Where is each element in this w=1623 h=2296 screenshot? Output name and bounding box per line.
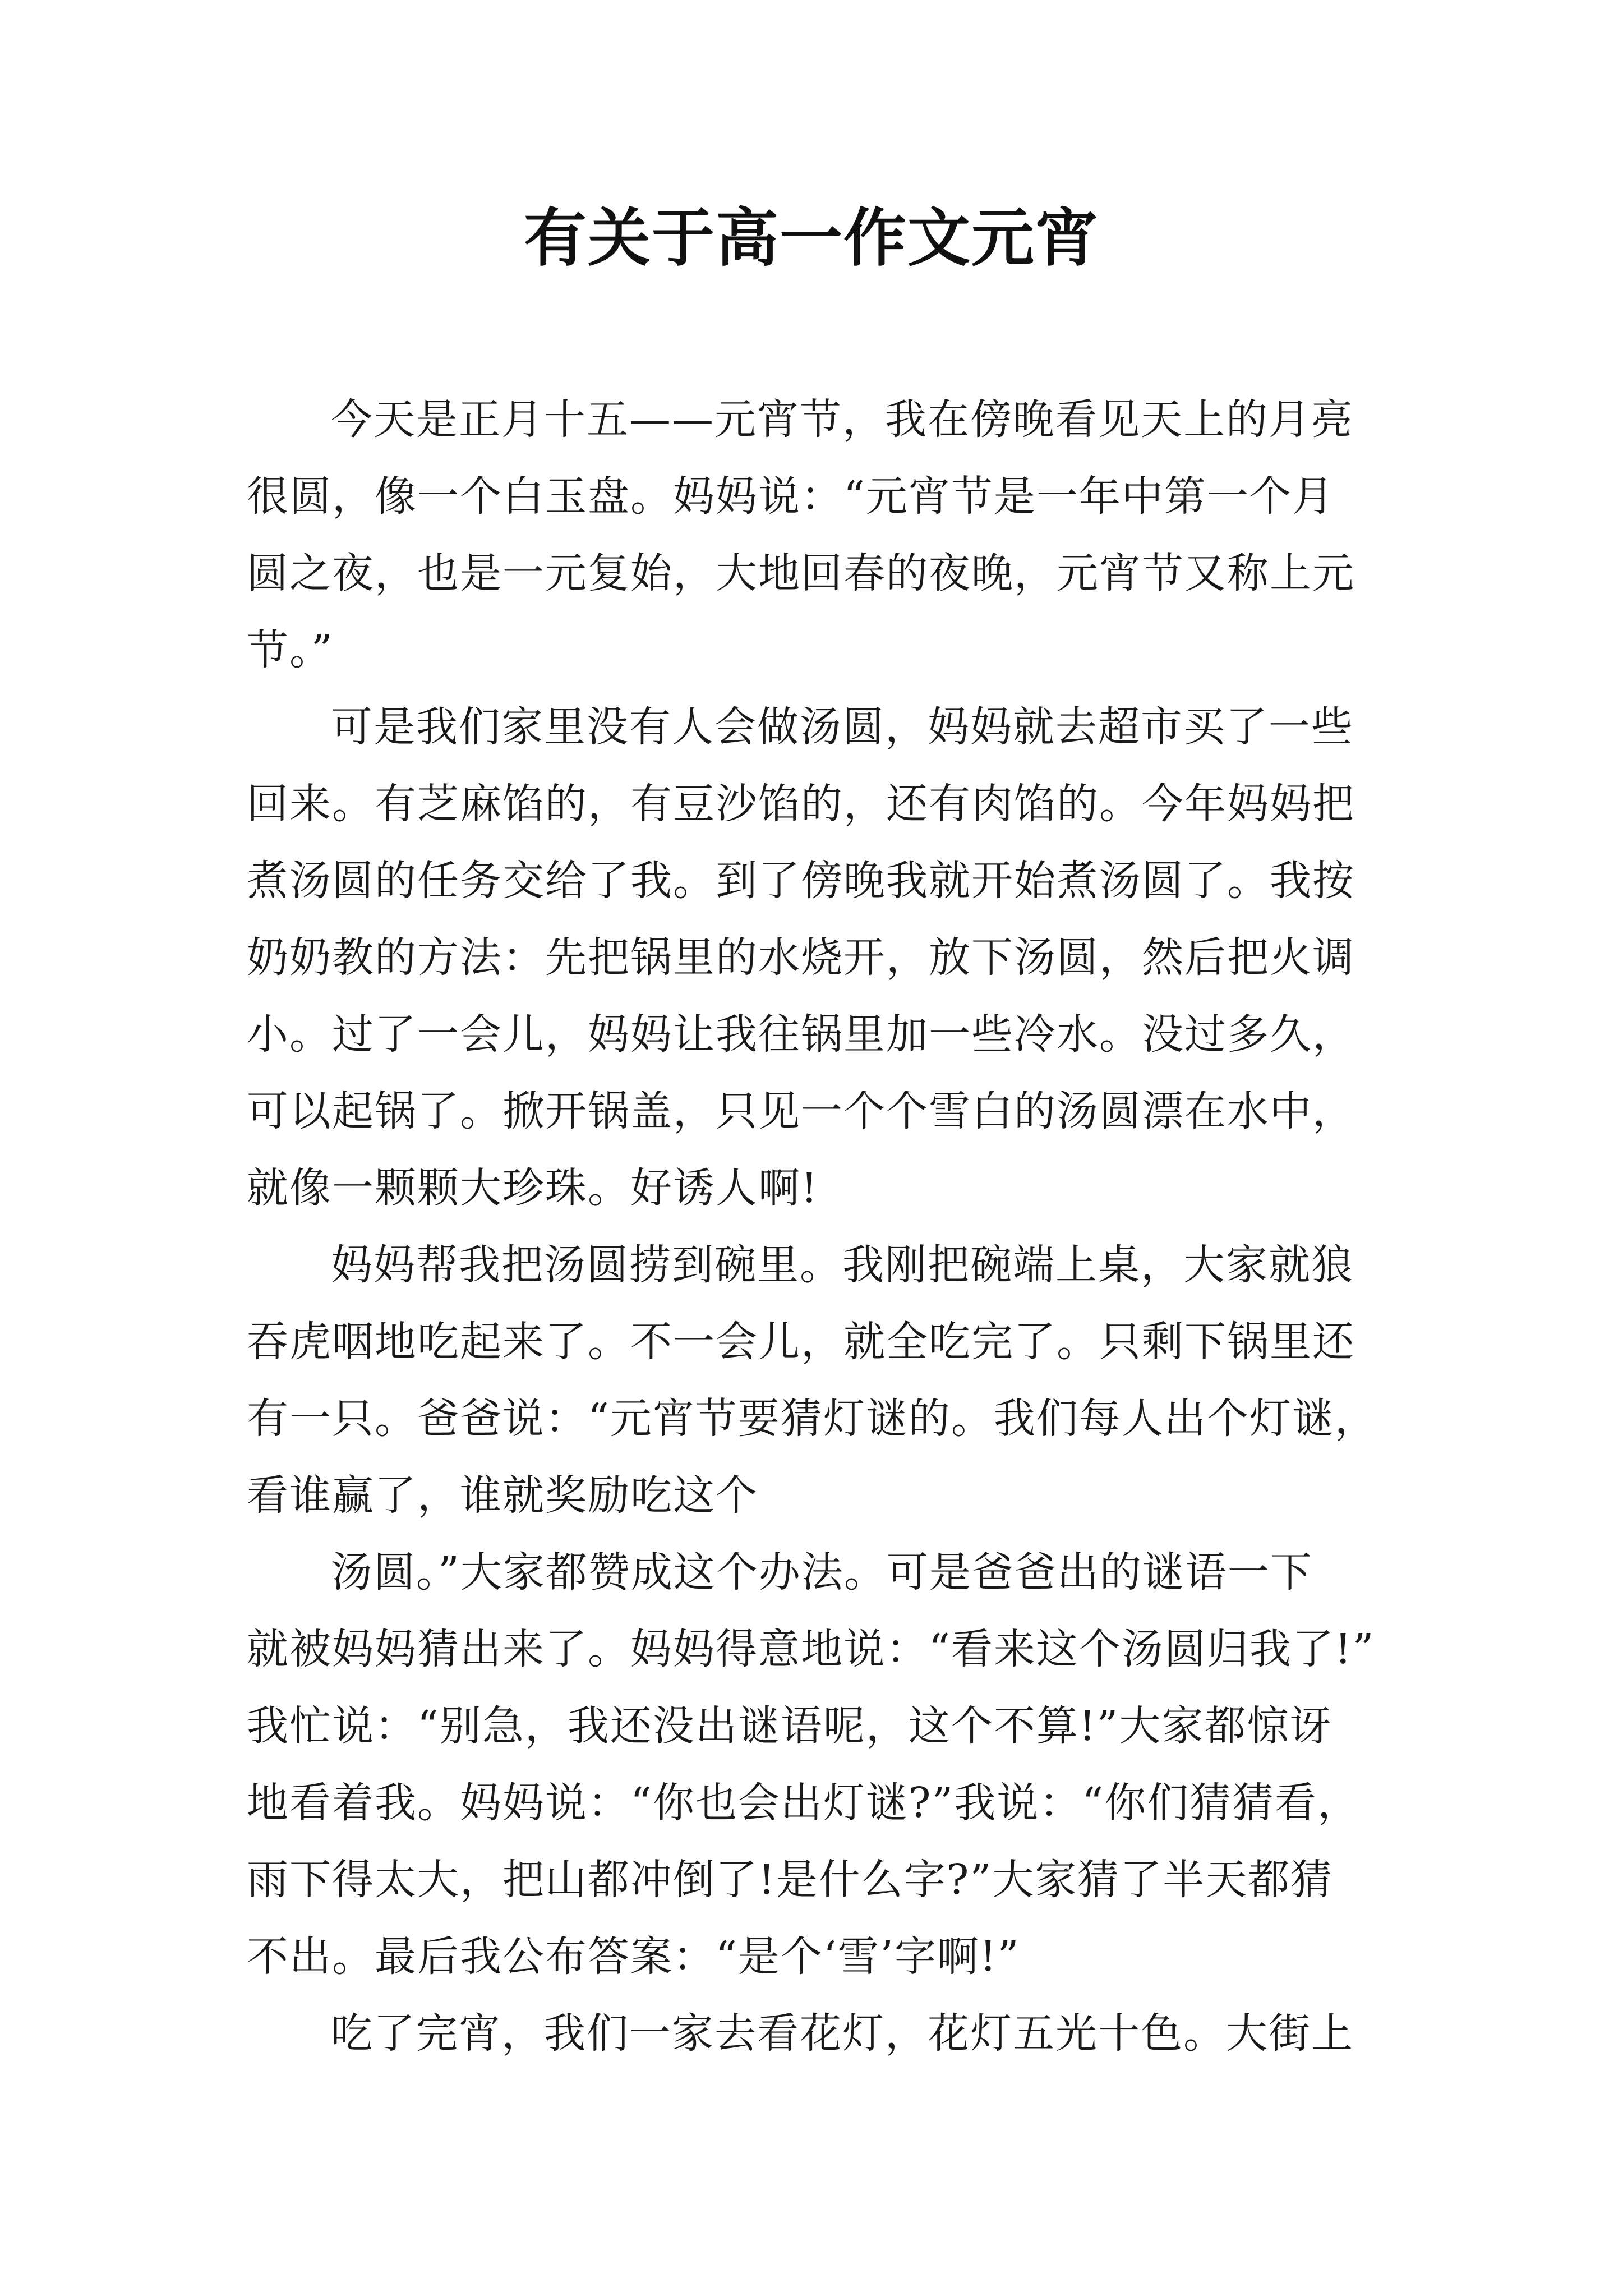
body-line: 煮汤圆的任务交给了我。到了傍晚我就开始煮汤圆了。我按 xyxy=(247,857,1355,905)
body-line: 就被妈妈猜出来了。妈妈得意地说：“看来这个汤圆归我了!” xyxy=(247,1625,1375,1673)
document-body xyxy=(247,381,1385,2072)
body-line: 节。” xyxy=(247,626,334,674)
body-line: 吃了完宵，我们一家去看花灯，花灯五光十色。大街上 xyxy=(331,2009,1354,2058)
body-line: 有一只。爸爸说：“元宵节要猜灯谜的。我们每人出个灯谜， xyxy=(247,1395,1377,1443)
body-line: 小。过了一会儿，妈妈让我往锅里加一些冷水。没过多久， xyxy=(247,1010,1355,1059)
body-line: 汤圆。”大家都赞成这个办法。可是爸爸出的谜语一下 xyxy=(331,1548,1313,1596)
body-line: 很圆，像一个白玉盘。妈妈说：“元宵节是一年中第一个月 xyxy=(247,472,1335,521)
body-line: 今天是正月十五——元宵节，我在傍晚看见天上的月亮 xyxy=(331,395,1354,444)
body-line: 圆之夜，也是一元复始，大地回春的夜晚，元宵节又称上元 xyxy=(247,549,1355,597)
document-title: 有关于高一作文元宵 xyxy=(524,202,1099,275)
body-line: 不出。最后我公布答案：“是个‘雪’字啊!” xyxy=(247,1932,1020,1981)
body-line: 可是我们家里没有人会做汤圆，妈妈就去超市买了一些 xyxy=(331,703,1354,751)
body-line: 我忙说：“别急，我还没出谜语呢，这个不算!”大家都惊讶 xyxy=(247,1702,1332,1750)
body-line: 吞虎咽地吃起来了。不一会儿，就全吃完了。只剩下锅里还 xyxy=(247,1318,1355,1366)
body-line: 奶奶教的方法：先把锅里的水烧开，放下汤圆，然后把火调 xyxy=(247,933,1355,982)
body-line: 就像一颗颗大珍珠。好诱人啊! xyxy=(247,1164,819,1212)
body-line: 可以起锅了。掀开锅盖，只见一个个雪白的汤圆漂在水中， xyxy=(247,1087,1355,1135)
body-line: 地看着我。妈妈说：“你也会出灯谜?”我说：“你们猜猜看， xyxy=(247,1779,1361,1827)
body-line: 看谁赢了，谁就奖励吃这个 xyxy=(247,1471,758,1520)
body-line: 雨下得太大，把山都冲倒了!是什么字?”大家猜了半天都猜 xyxy=(247,1856,1334,1904)
body-line: 妈妈帮我把汤圆捞到碗里。我刚把碗端上桌，大家就狼 xyxy=(331,1241,1354,1289)
body-line: 回来。有芝麻馅的，有豆沙馅的，还有肉馅的。今年妈妈把 xyxy=(247,780,1355,828)
